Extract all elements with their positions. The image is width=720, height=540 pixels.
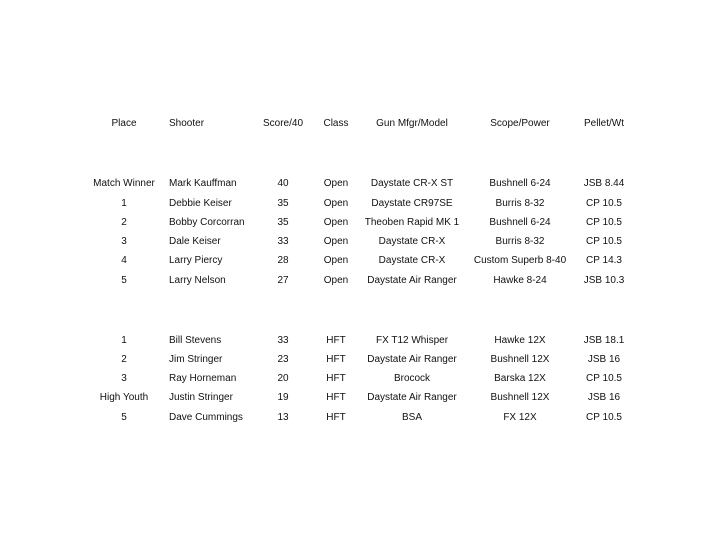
place-cell: 2	[121, 217, 127, 228]
scope-cell: Custom Superb 8-40	[473, 255, 567, 266]
scope-cell: Bushnell 12X	[490, 354, 550, 365]
gun-cell: Daystate Air Ranger	[367, 392, 457, 403]
table-row	[0, 372, 720, 386]
place-cell: 1	[121, 335, 127, 346]
scope-cell: Bushnell 6-24	[489, 217, 551, 228]
header-shooter: Shooter	[169, 118, 205, 129]
class-cell: HFT	[326, 335, 346, 346]
header-class: Class	[323, 118, 349, 129]
place-cell: 3	[121, 236, 127, 247]
gun-cell: Daystate CR-X	[378, 236, 446, 247]
gun-cell: FX T12 Whisper	[375, 335, 449, 346]
class-cell: HFT	[326, 412, 346, 423]
place-cell: 1	[121, 198, 127, 209]
table-row	[0, 235, 720, 249]
score-cell: 33	[277, 335, 289, 346]
place-cell: 2	[121, 354, 127, 365]
scope-cell: Hawke 8-24	[493, 275, 547, 286]
header-place: Place	[111, 118, 137, 129]
score-cell: 35	[277, 198, 289, 209]
pellet-cell: JSB 16	[587, 392, 621, 403]
gun-cell: Daystate Air Ranger	[367, 275, 457, 286]
gun-cell: Daystate CR97SE	[371, 198, 453, 209]
score-cell: 13	[277, 412, 289, 423]
pellet-cell: CP 10.5	[586, 412, 622, 423]
table-row	[0, 411, 720, 425]
score-cell: 20	[277, 373, 289, 384]
gun-cell: Theoben Rapid MK 1	[364, 217, 460, 228]
pellet-cell: CP 14.3	[586, 255, 622, 266]
score-cell: 28	[277, 255, 289, 266]
table-row	[0, 216, 720, 230]
table-row	[0, 353, 720, 367]
place-cell: 4	[121, 255, 127, 266]
pellet-cell: CP 10.5	[586, 373, 622, 384]
score-cell: 19	[277, 392, 289, 403]
header-scope: Scope/Power	[490, 118, 550, 129]
shooter-cell: Bill Stevens	[169, 335, 222, 346]
pellet-cell: CP 10.5	[586, 236, 622, 247]
header-score: Score/40	[262, 118, 304, 129]
header-pellet: Pellet/Wt	[583, 118, 624, 129]
class-cell: Open	[323, 275, 349, 286]
scope-cell: Bushnell 12X	[490, 392, 550, 403]
shooter-cell: Justin Stringer	[169, 392, 233, 403]
class-cell: HFT	[326, 373, 346, 384]
place-cell: 5	[121, 275, 127, 286]
pellet-cell: JSB 16	[587, 354, 621, 365]
scope-cell: Hawke 12X	[494, 335, 546, 346]
class-cell: Open	[323, 236, 349, 247]
score-cell: 23	[277, 354, 289, 365]
table-row	[0, 274, 720, 288]
place-cell: High Youth	[99, 392, 149, 403]
shooter-cell: Jim Stringer	[169, 354, 223, 365]
class-cell: Open	[323, 198, 349, 209]
shooter-cell: Debbie Keiser	[169, 198, 232, 209]
table-row	[0, 334, 720, 348]
pellet-cell: JSB 8.44	[583, 178, 625, 189]
scope-cell: Burris 8-32	[495, 236, 545, 247]
gun-cell: Daystate CR-X ST	[370, 178, 454, 189]
header-gun: Gun Mfgr/Model	[376, 118, 448, 129]
scope-cell: FX 12X	[503, 412, 537, 423]
score-cell: 27	[277, 275, 289, 286]
score-cell: 40	[277, 178, 289, 189]
table-row	[0, 197, 720, 211]
header-row	[0, 117, 720, 131]
gun-cell: Brocock	[393, 373, 431, 384]
gun-cell: BSA	[401, 412, 422, 423]
place-cell: 5	[121, 412, 127, 423]
scope-cell: Barska 12X	[494, 373, 546, 384]
class-cell: Open	[323, 255, 349, 266]
table-row	[0, 177, 720, 191]
class-cell: Open	[323, 178, 349, 189]
table-row	[0, 391, 720, 405]
shooter-cell: Mark Kauffman	[169, 178, 237, 189]
scope-cell: Burris 8-32	[495, 198, 545, 209]
pellet-cell: JSB 10.3	[583, 275, 625, 286]
shooter-cell: Dale Keiser	[169, 236, 221, 247]
pellet-cell: CP 10.5	[586, 217, 622, 228]
table-row	[0, 254, 720, 268]
shooter-cell: Ray Horneman	[169, 373, 237, 384]
shooter-cell: Bobby Corcorran	[169, 217, 245, 228]
shooter-cell: Larry Piercy	[169, 255, 223, 266]
class-cell: HFT	[326, 354, 346, 365]
class-cell: HFT	[326, 392, 346, 403]
score-cell: 35	[277, 217, 289, 228]
pellet-cell: CP 10.5	[586, 198, 622, 209]
scope-cell: Bushnell 6-24	[489, 178, 551, 189]
score-cell: 33	[277, 236, 289, 247]
place-cell: 3	[121, 373, 127, 384]
gun-cell: Daystate Air Ranger	[367, 354, 457, 365]
pellet-cell: JSB 18.1	[583, 335, 625, 346]
shooter-cell: Dave Cummings	[169, 412, 243, 423]
class-cell: Open	[323, 217, 349, 228]
shooter-cell: Larry Nelson	[169, 275, 226, 286]
gun-cell: Daystate CR-X	[378, 255, 446, 266]
place-cell: Match Winner	[93, 178, 155, 189]
